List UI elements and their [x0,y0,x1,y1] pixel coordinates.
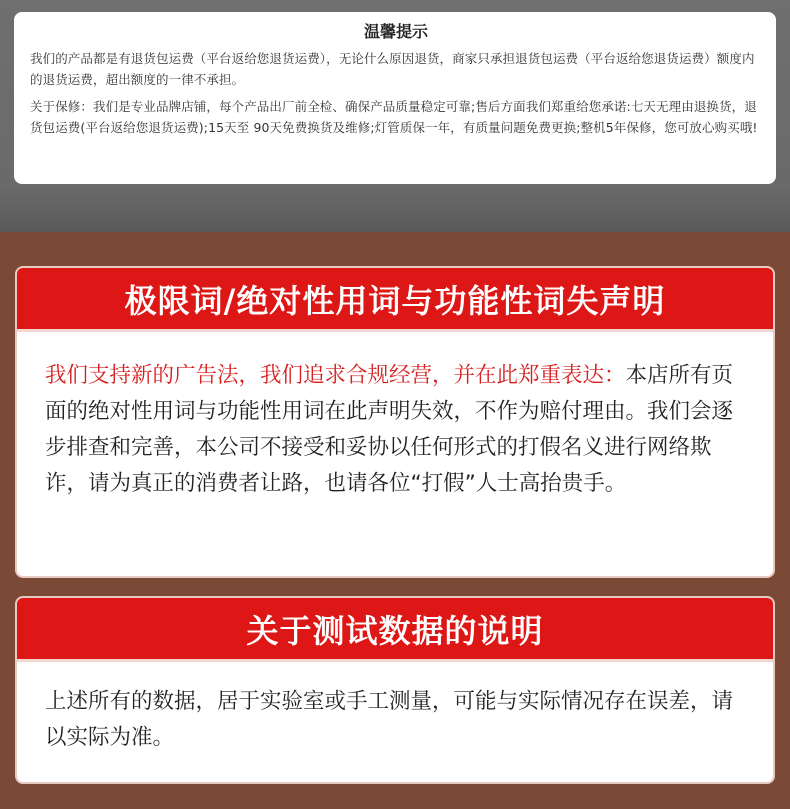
warm-notice-card [14,12,776,184]
declaration-panel [15,266,775,578]
notice-title: 温馨提示 [363,22,428,41]
test-data-body: 上述所有的数据，居于实验室或手工测量，可能与实际情况存在误差，请以实际为准。 [45,689,734,750]
declaration-lead: 我们支持新的广告法，我们追求合规经营，并在此郑重表达： [45,363,626,388]
test-data-title: 关于测试数据的说明 [17,598,773,662]
notice-warranty-policy: 关于保修：我们是专业品牌店铺，每个产品出厂前全检、确保产品质量稳定可靠;售后方面我们郑重给您承诺:七天无理由退换货，退货包运费(平台返给您退货运费);15天至 90天免费换货及维修;灯管质保一年，有质量问题免费更换;整机5年保修，您可放心购买哦! [30,99,758,135]
notice-return-policy: 我们的产品都是有退货包运费（平台返给您退货运费），无论什么原因退货，商家只承担退货包运费（平台返给您退货运费）额度内的退货运费，超出额度的一律不承担。 [30,51,755,87]
declaration-text: 本店所有页面的绝对性用词与功能性用词在此声明失效，不作为赔付理由。我们会逐步排查和完善，本公司不接受和妥协以任何形式的打假名义进行网络欺诈，请为真正的消费者让路，也请各位“打假”人士高抬贵手。 [45,363,734,496]
test-data-panel [15,596,775,784]
declaration-body [17,332,773,502]
declaration-title: 极限词/绝对性用词与功能性词失声明 [17,268,773,332]
